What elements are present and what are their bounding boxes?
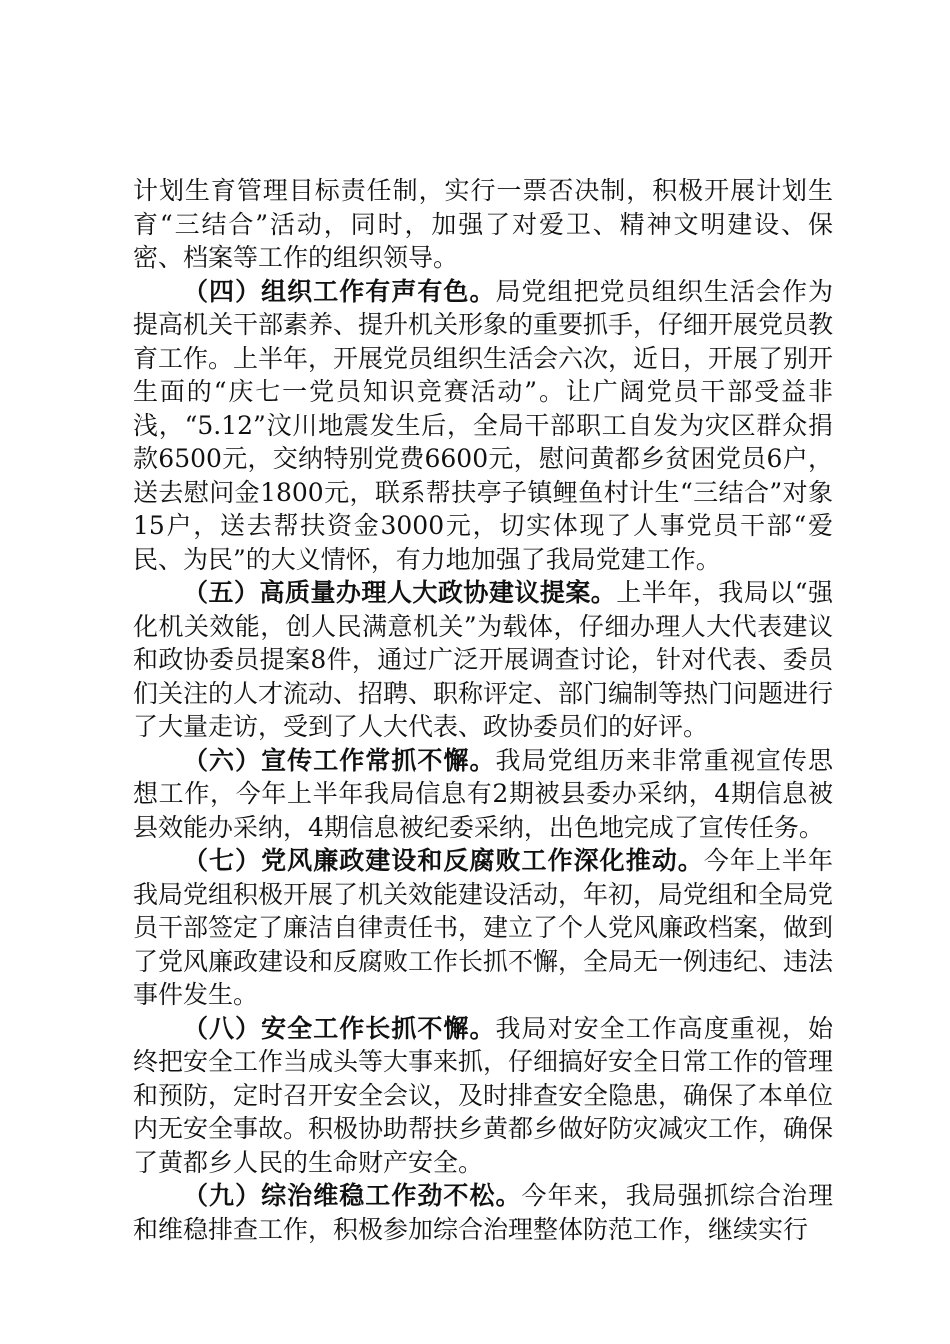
paragraph-body: 我局对安全工作高度重视，始终把安全工作当成头等大事来抓，仔细搞好安全日常工作的管理和预防，定时召开安全会议，及时排查安全隐患，确保了本单位内无安全事故。积极协助帮扶乡黄都乡做好防灾减灾工作，确保了黄都乡人民的生命财产安全。 <box>133 1013 834 1177</box>
paragraph-body: 今年来，我局强抓综合治理和维稳排查工作，积极参加综合治理整体防范工作，继续实行 <box>133 1181 833 1244</box>
paragraph-organization-work <box>133 275 833 577</box>
section-heading: （九）综治维稳工作劲不松。 <box>183 1181 522 1210</box>
paragraph-body: 局党组把党员组织生活会作为提高机关干部素养、提升机关形象的重要抓手，仔细开展党员教育工作。上半年，开展党员组织生活会六次，近日，开展了别开生面的“庆七一党员知识竞赛活动”。让广阔党员干部受益非浅，“5.12”汶川地震发生后，全局干部职工自发为灾区群众捐款6500元，交纳特别党费6600元，慰问黄都乡贫困党员6户，送去慰问金1800元，联系帮扶亭子镇鲤鱼村计生“三结合”对象15户，送去帮扶资金3000元，切实体现了人事党员干部“爱民、为民”的大义情怀，有力地加强了我局党建工作。 <box>133 276 834 574</box>
section-heading: （五）高质量办理人大政协建议提案。 <box>183 578 617 607</box>
paragraph-body: 我局党组历来非常重视宣传思想工作，今年上半年我局信息有2期被县委办采纳，4期信息被县效能办采纳，4期信息被纪委采纳，出色地完成了宣传任务。 <box>133 745 833 842</box>
paragraph-stability <box>133 1179 833 1246</box>
paragraph-publicity <box>133 744 833 845</box>
paragraph-body: 计划生育管理目标责任制，实行一票否决制，积极开展计划生育“三结合”活动，同时，加强了对爱卫、精神文明建设、保密、档案等工作的组织领导。 <box>133 176 833 272</box>
paragraph-body: 今年上半年我局党组积极开展了机关效能建设活动，年初，局党组和全局党员干部签定了廉洁自律责任书，建立了个人党风廉政档案，做到了党风廉政建设和反腐败工作长抓不懈，全局无一例违纪、违法事件发生。 <box>133 846 834 1009</box>
section-heading: （八）安全工作长抓不懈。 <box>183 1013 496 1043</box>
section-heading: （四）组织工作有声有色。 <box>183 276 496 306</box>
paragraph-continuation <box>133 174 833 275</box>
paragraph-safety <box>133 1012 833 1180</box>
paragraph-anti-corruption <box>133 844 833 1012</box>
paragraph-body: 上半年，我局以“强化机关效能，创人民满意机关”为载体，仔细办理人大代表建议和政协委员提案8件，通过广泛开展调查讨论，针对代表、委员们关注的人才流动、招聘、职称评定、部门编制等热门问题进行了大量走访，受到了人大代表、政协委员们的好评。 <box>133 578 834 741</box>
section-heading: （七）党风廉政建设和反腐败工作深化推动。 <box>183 846 704 875</box>
document-body <box>133 174 833 1246</box>
paragraph-proposals <box>133 576 833 744</box>
section-heading: （六）宣传工作常抓不懈。 <box>183 745 496 775</box>
